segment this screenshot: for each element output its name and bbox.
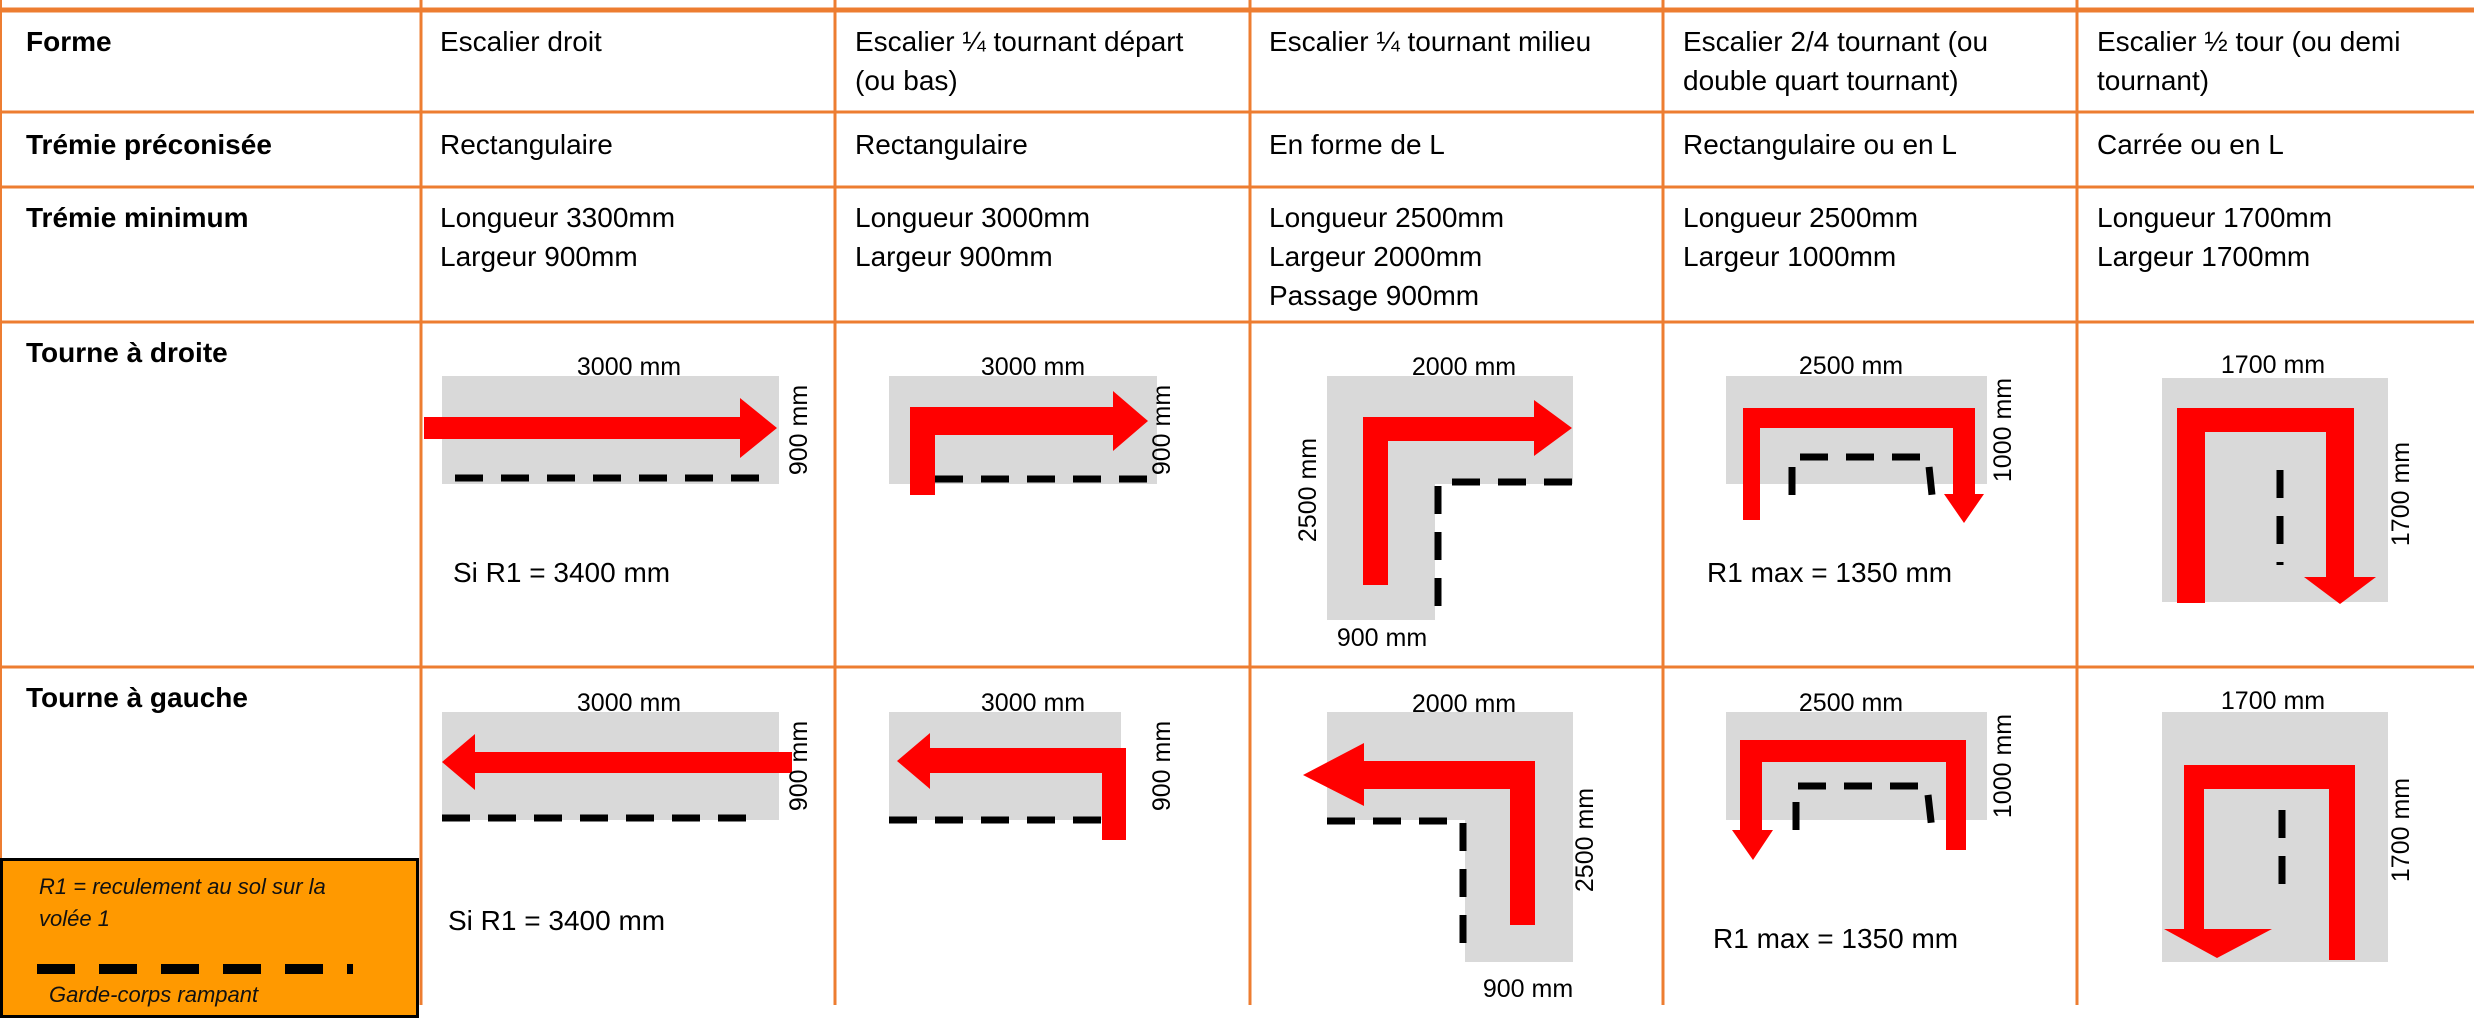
- tremie-preconisee-value: Rectangulaire: [855, 129, 1028, 160]
- tremie-preconisee-value: Rectangulaire: [440, 129, 613, 160]
- dimension-label: 2000 mm: [1411, 353, 1517, 381]
- dimension-label: 3000 mm: [576, 689, 682, 717]
- tremie-minimum-value: Longueur 3000mm Largeur 900mm: [855, 202, 1091, 272]
- tremie-preconisee-value: Carrée ou en L: [2097, 129, 2284, 160]
- dimension-label: 900 mm: [785, 384, 813, 476]
- tremie-preconisee-value: Rectangulaire ou en L: [1683, 129, 1957, 160]
- dimension-label: 900 mm: [785, 720, 813, 812]
- tremie-minimum-value: Longueur 2500mm Largeur 2000mm Passage 900mm: [1269, 202, 1505, 311]
- row-label-tremie-preconisee: Trémie préconisée: [26, 129, 272, 160]
- stair-opening: [1726, 376, 1987, 484]
- dimension-label: 900 mm: [1148, 720, 1176, 812]
- dimension-label: 2500 mm: [1798, 689, 1904, 717]
- railing-line: [1438, 482, 1572, 622]
- railing-line: [1327, 821, 1463, 960]
- dimension-label: 2500 mm: [1571, 787, 1599, 893]
- dimension-label: 1700 mm: [2387, 777, 2415, 883]
- header-double-quarter: Escalier 2/4 tournant (ou double quart tournant): [1683, 26, 1989, 96]
- note-text: Si R1 = 3400 mm: [448, 905, 666, 936]
- header-straight: Escalier droit: [440, 26, 602, 57]
- dimension-label: 900 mm: [1482, 975, 1574, 1003]
- dimension-label: 3000 mm: [980, 689, 1086, 717]
- tremie-minimum-value: Longueur 2500mm Largeur 1000mm: [1683, 202, 1919, 272]
- dimension-label: 1700 mm: [2220, 687, 2326, 715]
- header-quarter-bottom: Escalier ¼ tournant départ (ou bas): [855, 26, 1184, 96]
- dimension-label: 2500 mm: [1798, 352, 1904, 380]
- row-label-turn-right: Tourne à droite: [26, 337, 228, 368]
- header-half-turn: Escalier ½ tour (ou demi tournant): [2097, 26, 2401, 96]
- tremie-preconisee-value: En forme de L: [1269, 129, 1445, 160]
- tremie-minimum-value: Longueur 3300mm Largeur 900mm: [440, 202, 676, 272]
- note-text: R1 max = 1350 mm: [1713, 923, 1959, 954]
- dimension-label: 1700 mm: [2220, 351, 2326, 379]
- tremie-minimum-value: Longueur 1700mm Largeur 1700mm: [2097, 202, 2333, 272]
- row-label-turn-left: Tourne à gauche: [26, 682, 248, 713]
- row-label-forme: Forme: [26, 26, 112, 57]
- dimension-label: 2000 mm: [1411, 690, 1517, 718]
- row-label-tremie-minimum: Trémie minimum: [26, 202, 249, 233]
- dimension-label: 2500 mm: [1294, 437, 1322, 543]
- dimension-label: 1000 mm: [1989, 713, 2017, 819]
- dimension-label: 900 mm: [1336, 624, 1428, 652]
- header-quarter-middle: Escalier ¼ tournant milieu: [1269, 26, 1592, 57]
- legend-box: [0, 858, 419, 1018]
- note-text: Si R1 = 3400 mm: [453, 557, 671, 588]
- legend-r1-definition: R1 = reculement au sol sur la volée 1: [39, 874, 326, 931]
- dimension-label: 1700 mm: [2387, 441, 2415, 547]
- dimension-label: 900 mm: [1148, 384, 1176, 476]
- note-text: R1 max = 1350 mm: [1707, 557, 1953, 588]
- dimension-label: 1000 mm: [1989, 377, 2017, 483]
- dimension-label: 3000 mm: [980, 353, 1086, 381]
- legend-railing-label: Garde-corps rampant: [49, 982, 259, 1007]
- dimension-label: 3000 mm: [576, 353, 682, 381]
